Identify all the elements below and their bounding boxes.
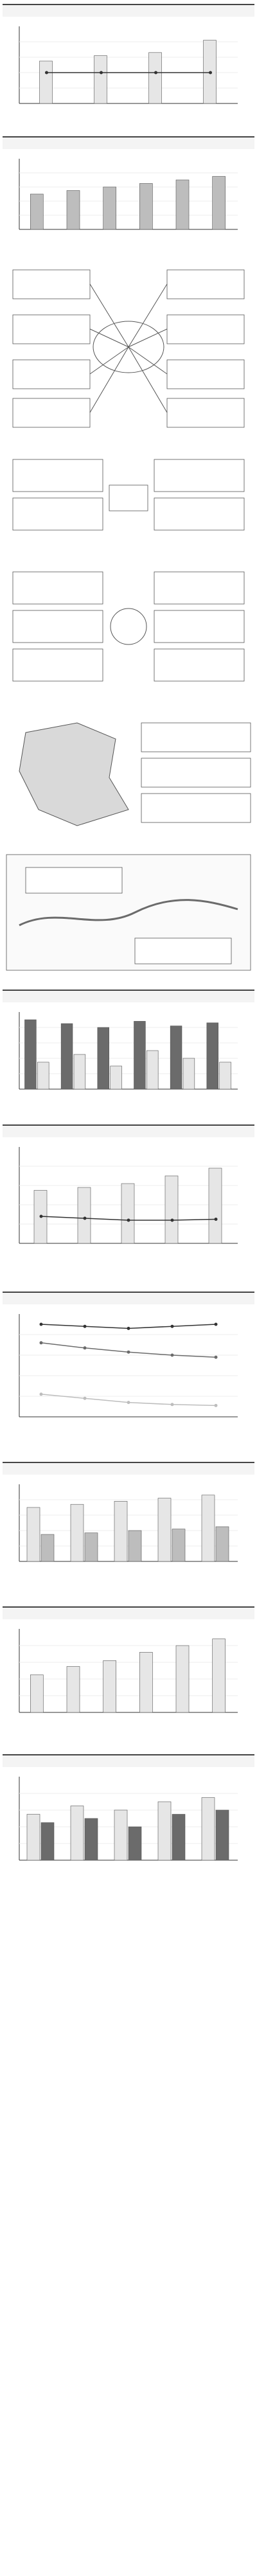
figure-11-bar — [128, 1531, 141, 1561]
figure-4-section — [0, 453, 257, 562]
figure-13-bar — [85, 1818, 98, 1860]
figure-12-bar — [103, 1660, 116, 1712]
figure-11-bar — [172, 1529, 185, 1561]
figure-10-series-c-point — [171, 1403, 174, 1406]
figure-9-growth-point — [215, 1218, 218, 1221]
figure-12-bar — [139, 1652, 152, 1712]
figure-10-series-b-point — [127, 1351, 130, 1354]
figure-6-note-box — [141, 723, 251, 752]
figure-11-bar — [27, 1507, 40, 1561]
figure-8-bar — [146, 1051, 158, 1089]
figure-1-bar — [94, 56, 107, 103]
figure-3-node — [13, 315, 90, 344]
figure-10-series-a-point — [127, 1327, 130, 1330]
figure-7-note-box — [26, 867, 122, 893]
figure-2-section — [0, 136, 257, 255]
figure-13-bar — [128, 1827, 141, 1860]
figure-3-node — [13, 270, 90, 299]
figure-9-growth-point — [84, 1217, 87, 1220]
figure-3-diagram — [0, 257, 257, 450]
figure-9-growth-point — [171, 1219, 174, 1222]
figure-9-growth-point — [40, 1215, 43, 1218]
figure-6-region-map — [19, 723, 128, 826]
figure-1-growth-point — [154, 71, 157, 75]
figure-10-series-b-point — [40, 1341, 43, 1344]
figure-13-section — [0, 1754, 257, 1892]
figure-10-series-a-point — [84, 1325, 87, 1328]
figure-8-bar — [98, 1027, 109, 1089]
figure-13-bar — [216, 1810, 229, 1860]
figure-2-bar — [213, 177, 226, 230]
figure-12-bar — [30, 1675, 43, 1713]
figure-8-bar — [61, 1024, 73, 1089]
figure-5-section — [0, 565, 257, 710]
figure-5-node — [13, 610, 103, 643]
figure-2-bar — [139, 184, 152, 230]
figure-12-bar — [176, 1646, 189, 1712]
figure-1-growth-point — [100, 71, 103, 75]
figure-12-bar — [213, 1639, 226, 1712]
figure-1-growth-point — [45, 71, 48, 75]
figure-5-node — [154, 649, 244, 681]
figure-4-node — [13, 459, 103, 492]
figure-7-map — [0, 848, 257, 986]
figure-11-chart — [0, 1462, 257, 1597]
figure-12-chart — [0, 1606, 257, 1745]
figure-10-series-c-point — [127, 1401, 130, 1404]
figure-9-chart — [0, 1124, 257, 1282]
figure-11-section — [0, 1462, 257, 1597]
figure-8-bar — [183, 1058, 195, 1089]
figure-5-diagram — [0, 565, 257, 710]
figure-7-note-box — [135, 938, 231, 964]
figure-1-bar — [149, 53, 162, 103]
figure-8-bar — [207, 1023, 218, 1089]
figure-9-bar — [165, 1176, 178, 1243]
figure-8-bar — [170, 1026, 182, 1089]
figure-8-chart — [0, 990, 257, 1118]
figure-4-diagram — [0, 453, 257, 562]
figure-13-bar — [172, 1815, 185, 1861]
figure-11-bar — [114, 1501, 127, 1561]
figure-1-bar — [40, 61, 53, 103]
figure-13-bar — [41, 1823, 54, 1861]
figure-2-bar — [67, 191, 80, 230]
figure-8-bar — [220, 1062, 231, 1089]
figure-10-chart — [0, 1292, 257, 1452]
figure-11-bar — [158, 1498, 171, 1561]
figure-1-growth-point — [209, 71, 212, 75]
figure-9-bar — [121, 1184, 134, 1243]
figure-11-bar — [202, 1495, 215, 1561]
figure-13-bar — [27, 1815, 40, 1861]
figure-5-node — [154, 572, 244, 604]
figure-2-bar — [176, 180, 189, 229]
figure-8-bar — [37, 1062, 49, 1089]
figure-3-node — [13, 360, 90, 389]
figure-6-note-box — [141, 794, 251, 822]
figure-11-bar — [71, 1504, 84, 1561]
figure-10-series-a-point — [215, 1323, 218, 1326]
figure-10-series-c-point — [84, 1397, 87, 1400]
figure-3-section — [0, 257, 257, 450]
figure-4-node — [13, 498, 103, 530]
figure-8-bar — [74, 1054, 85, 1089]
figure-8-bar — [25, 1020, 37, 1089]
figure-13-bar — [158, 1802, 171, 1860]
figure-8-section — [0, 990, 257, 1118]
figure-10-series-a-point — [171, 1325, 174, 1328]
figure-2-bar — [30, 194, 43, 229]
figure-5-node — [154, 610, 244, 643]
figure-7-section — [0, 848, 257, 986]
figure-9-growth-point — [127, 1219, 130, 1222]
figure-1-chart — [0, 4, 257, 132]
figure-13-bar — [202, 1798, 215, 1861]
figure-6-map — [0, 713, 257, 845]
figure-4-node — [154, 498, 244, 530]
figure-3-node — [167, 360, 244, 389]
figure-8-bar — [134, 1021, 146, 1089]
figure-6-section — [0, 713, 257, 845]
figure-11-bar — [85, 1533, 98, 1561]
figure-13-chart — [0, 1754, 257, 1892]
figure-10-series-a-point — [40, 1323, 43, 1326]
figure-9-bar — [78, 1187, 91, 1243]
figure-5-node — [13, 649, 103, 681]
figure-1-section — [0, 4, 257, 132]
figure-3-node — [13, 398, 90, 427]
figure-2-chart — [0, 136, 257, 255]
figure-10-series-b-point — [84, 1346, 87, 1349]
figure-10-section — [0, 1292, 257, 1452]
figure-9-bar — [209, 1168, 222, 1243]
figure-10-series-b-point — [171, 1354, 174, 1357]
figure-6-note-box — [141, 758, 251, 787]
figure-12-bar — [67, 1667, 80, 1713]
figure-12-section — [0, 1606, 257, 1745]
figure-3-node — [167, 270, 244, 299]
figure-4-node — [154, 459, 244, 492]
figure-3-node — [167, 315, 244, 344]
figure-10-series-b-point — [215, 1356, 218, 1359]
figure-4-center-node — [109, 485, 148, 511]
figure-5-center-node — [111, 608, 146, 644]
figure-2-bar — [103, 187, 116, 229]
figure-10-series-c-point — [40, 1392, 43, 1396]
figure-13-bar — [71, 1806, 84, 1861]
figure-9-section — [0, 1124, 257, 1282]
figure-11-bar — [216, 1527, 229, 1561]
figure-11-bar — [41, 1534, 54, 1561]
figure-3-node — [167, 398, 244, 427]
figure-8-bar — [111, 1066, 122, 1089]
figure-5-node — [13, 572, 103, 604]
figure-10-series-c-point — [215, 1404, 218, 1407]
figure-13-bar — [114, 1810, 127, 1860]
